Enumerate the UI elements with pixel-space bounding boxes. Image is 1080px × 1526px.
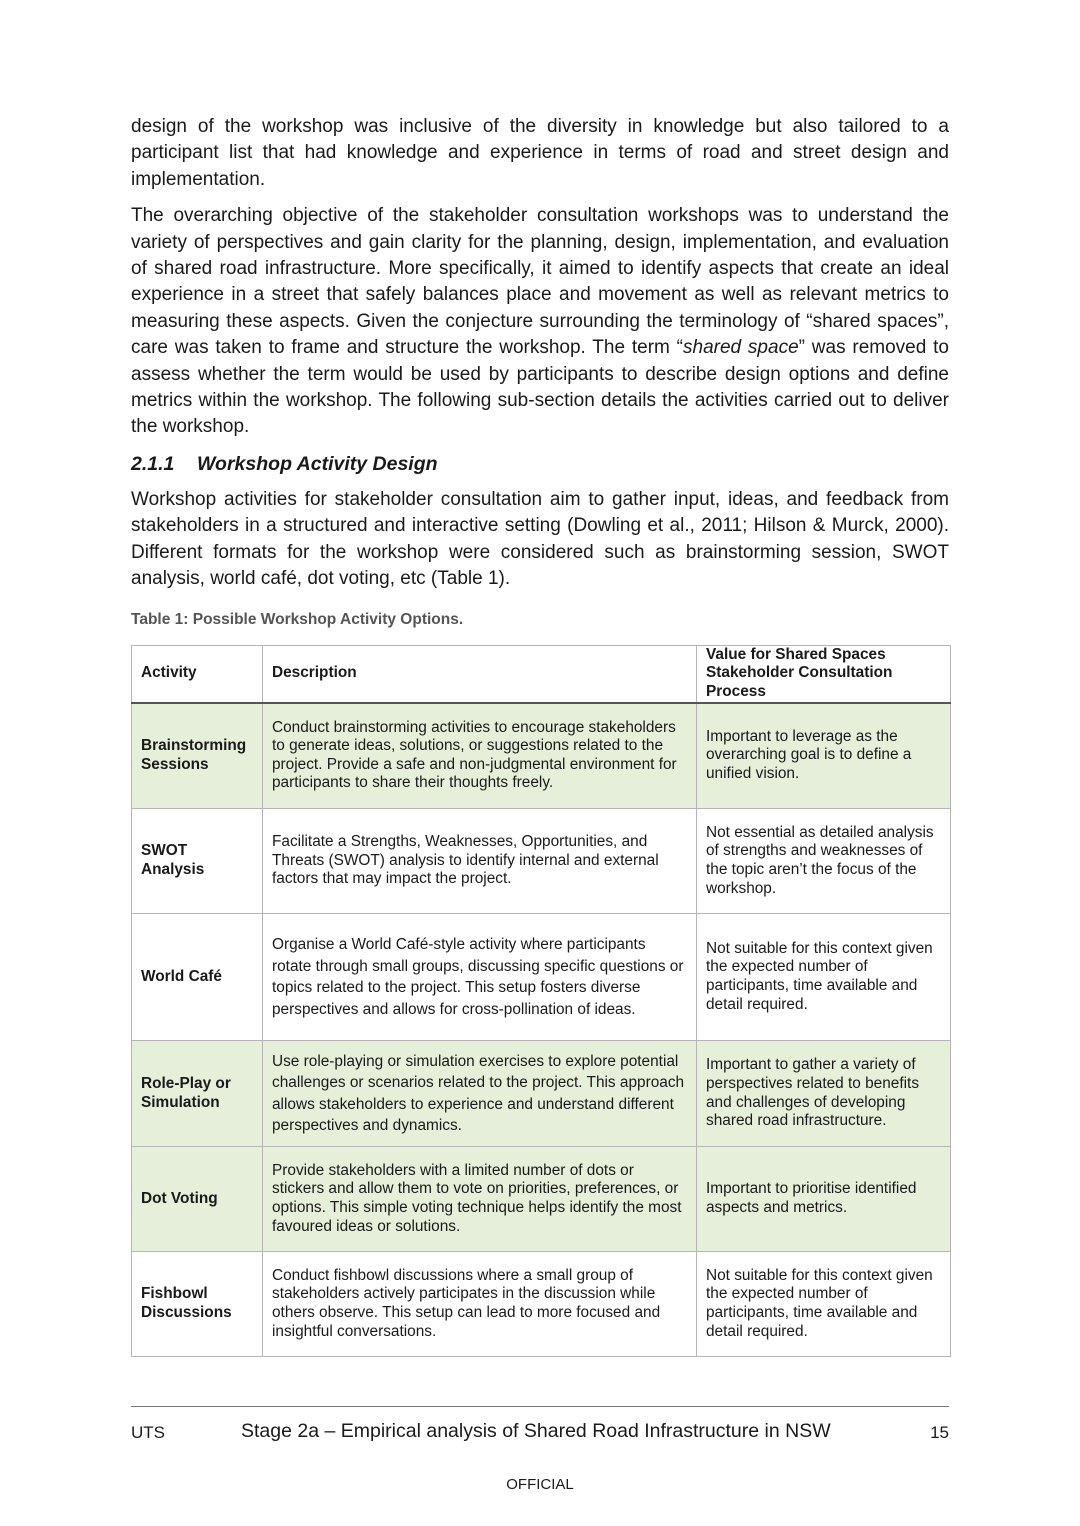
- classification-label: OFFICIAL: [506, 1476, 574, 1493]
- table-row: [132, 1147, 951, 1252]
- table-header-row: [132, 645, 951, 703]
- description-cell: Use role-playing or simulation exercises to explore potential challenges or scenarios related to the project. This approach allows stakeholders to experience and understand different perspectives and dynamics.: [263, 1041, 697, 1147]
- activity-cell: SWOT Analysis: [132, 809, 263, 914]
- footer-page-number: 15: [930, 1423, 949, 1442]
- table-row: [132, 703, 951, 809]
- page-content: [131, 114, 949, 1357]
- value-cell: Important to leverage as the overarching goal is to define a unified vision.: [697, 703, 951, 809]
- header-description: Description: [263, 645, 697, 703]
- activity-options-table: [131, 645, 951, 1358]
- section-paragraph: Workshop activities for stakeholder consultation aim to gather input, ideas, and feedback from stakeholders in a structured and interactive setting (Dowling et al., 2011; Hilson & Murck, 2000). Different formats for the workshop were considered such as brainstorming session, SWOT analysis, world café, dot voting, etc (Table 1).: [131, 488, 949, 590]
- objective-text-1: The overarching objective of the stakeholder consultation workshops was to understand the variety of perspectives and gain clarity for the planning, design, implementation, and evaluation of shared road infrastructure. More specifically, it aimed to identify aspects that create an ideal experience in a street that safely balances place and movement as well as relevant metrics to measuring these aspects. Given the conjecture surrounding the terminology of “shared spaces”, care was taken to frame and structure the workshop. The term “: [131, 205, 949, 359]
- table-row: [132, 809, 951, 914]
- section-heading: [131, 451, 949, 477]
- activity-cell: Role-Play or Simulation: [132, 1041, 263, 1147]
- footer-report-title: Stage 2a – Empirical analysis of Shared Road Infrastructure in NSW: [241, 1420, 831, 1442]
- description-cell: Provide stakeholders with a limited number of dots or stickers and allow them to vote on priorities, preferences, or options. This simple voting technique helps identify the most favoured ideas or solutions.: [263, 1147, 697, 1252]
- description-cell: Facilitate a Strengths, Weaknesses, Opportunities, and Threats (SWOT) analysis to identify internal and external factors that may impact the project.: [263, 809, 697, 914]
- value-cell: Not suitable for this context given the expected number of participants, time available and detail required.: [697, 1252, 951, 1357]
- footer-organisation: UTS: [131, 1423, 165, 1442]
- section-number: 2.1.1: [131, 452, 175, 475]
- intro-paragraph: design of the workshop was inclusive of the diversity in knowledge but also tailored to a participant list that had knowledge and experience in terms of road and street design and implementation.: [131, 116, 949, 190]
- activity-cell: Dot Voting: [132, 1147, 263, 1252]
- header-activity: Activity: [132, 645, 263, 703]
- objective-paragraph: [131, 203, 949, 441]
- table-row: [132, 1041, 951, 1147]
- objective-italic-term: shared space: [683, 337, 799, 359]
- activity-cell: Brainstorming Sessions: [132, 703, 263, 809]
- activity-cell: Fishbowl Discussions: [132, 1252, 263, 1357]
- table-row: [132, 1252, 951, 1357]
- value-cell: Not suitable for this context given the expected number of participants, time available and detail required.: [697, 914, 951, 1041]
- description-cell: Organise a World Café-style activity where participants rotate through small groups, discussing specific questions or topics related to the project. This setup fosters diverse perspectives and allows for cross-pollination of ideas.: [263, 914, 697, 1041]
- page-footer: [131, 1406, 949, 1442]
- value-cell: Important to prioritise identified aspects and metrics.: [697, 1147, 951, 1252]
- description-cell: Conduct brainstorming activities to encourage stakeholders to generate ideas, solutions, or suggestions related to the project. Provide a safe and non-judgmental environment for participants to share their thoughts freely.: [263, 703, 697, 809]
- activity-cell: World Café: [132, 914, 263, 1041]
- header-value: Value for Shared Spaces Stakeholder Consultation Process: [697, 645, 951, 703]
- objective-text-2: ” was removed to assess whether the term would be used by participants to describe design options and define metrics within the workshop. The following sub-section details the activities carried out to deliver the workshop.: [131, 337, 949, 438]
- value-cell: Not essential as detailed analysis of strengths and weaknesses of the topic aren’t the focus of the workshop.: [697, 809, 951, 914]
- section-title: Workshop Activity Design: [197, 452, 438, 475]
- description-cell: Conduct fishbowl discussions where a small group of stakeholders actively participates in the discussion while others observe. This setup can lead to more focused and insightful conversations.: [263, 1252, 697, 1357]
- table-row: [132, 914, 951, 1041]
- table-caption: Table 1: Possible Workshop Activity Options.: [131, 610, 464, 628]
- value-cell: Important to gather a variety of perspectives related to benefits and challenges of developing shared road infrastructure.: [697, 1041, 951, 1147]
